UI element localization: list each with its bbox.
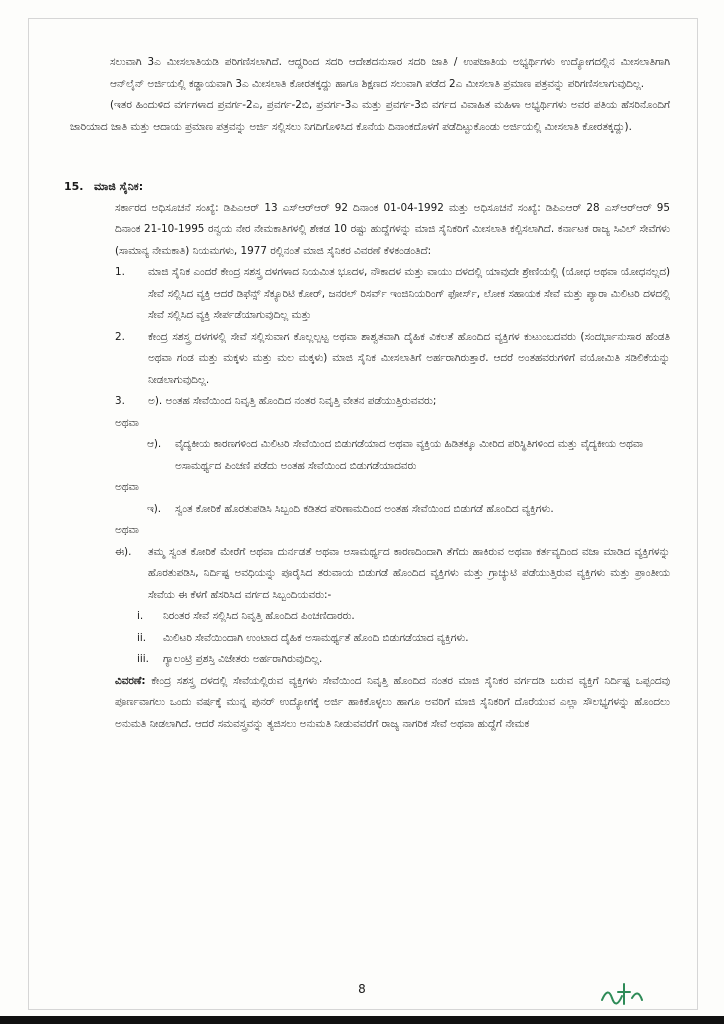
explanation-text: ಕೇಂದ್ರ ಸಶಸ್ತ್ರ ದಳದಲ್ಲಿ ಸೇವೆಯಲ್ಲಿರುವ ವ್ಯಕ್ತಿಗಳು ಸೇವೆಯಿಂದ ನಿವೃತ್ತಿ ಹೊಂದಿದ ನಂತರ ಮಾಜಿ ಸೈನಿಕರ ವರ್ಗದಡಿ ಬರುವ ವ್ಯಕ್ತಿಗೆ ನಿರ್ದಿಷ್ಟ ಒಪ್ಪಂದವು ಪೂರ್ಣವಾಗಲು ಒಂದು ವರ್ಷಕ್ಕೆ ಮುನ್ನ ಪುನರ್ ಉದ್ಯೋಗಕ್ಕೆ ಅರ್ಜಿ ಹಾಕಿಕೊಳ್ಳಲು ಹಾಗೂ ಅವರಿಗೆ ಮಾಜಿ ಸೈನಿಕರಿಗೆ ದೊರೆಯುವ ಎಲ್ಲಾ ಸೌಲಭ್ಯಗಳನ್ನು ಹೊಂದಲು ಅನುಮತಿ ನೀಡಲಾಗಿದೆ. ಆದರೆ ಸಮವಸ್ತ್ರವನ್ನು ತ್ಯಜಿಸಲು ಅನುಮತಿ ನೀಡುವವರೆಗೆ ರಾಜ್ಯ ನಾಗರಿಕ ಸೇವೆ ಅಥವಾ ಹುದ್ದೆಗೆ ನೇಮಕ: [115, 674, 670, 730]
scan-bottom-edge: [0, 1016, 724, 1024]
roman-number: i.: [137, 610, 144, 622]
list-item-1: [115, 262, 670, 327]
page-number: 8: [358, 982, 366, 996]
explanation-paragraph: [115, 671, 670, 736]
roman-item-3: [115, 649, 670, 671]
roman-text: ಮಿಲಿಟರಿ ಸೇವೆಯಿಂದಾಗಿ ಉಂಟಾದ ದೈಹಿಕ ಅಸಾಮರ್ಥ್ಯತೆ ಹೊಂದಿ ಬಿಡುಗಡೆಯಾದ ವ್ಯಕ್ತಿಗಳು.: [163, 631, 469, 644]
list-text: ಕೇಂದ್ರ ಸಶಸ್ತ್ರ ದಳಗಳಲ್ಲಿ ಸೇವೆ ಸಲ್ಲಿಸುವಾಗ ಕೊಲ್ಲಲ್ಪಟ್ಟ ಅಥವಾ ಶಾಶ್ವತವಾಗಿ ದೈಹಿಕ ವಿಕಲತೆ ಹೊಂದಿದ ವ್ಯಕ್ತಿಗಳ ಕುಟುಂಬದವರು (ಸಂದರ್ಭಾನುಸಾರ ಹೆಂಡತಿ ಅಥವಾ ಗಂಡ ಮತ್ತು ಮಕ್ಕಳು ಮತ್ತು ಮಲ ಮಕ್ಕಳು) ಮಾಜಿ ಸೈನಿಕ ಮೀಸಲಾತಿಗೆ ಅರ್ಹರಾಗಿರುತ್ತಾರೆ. ಆದರೆ ಅಂತಹವರುಗಳಿಗೆ ವಯೋಮಿತಿ ಸಡಿಲಿಕೆಯನ್ನು ನೀಡಲಾಗುವುದಿಲ್ಲ.: [148, 330, 670, 386]
or-separator: ಅಥವಾ: [115, 416, 139, 429]
list-item-2: [115, 327, 670, 392]
sub-item-label: ಇ).: [147, 502, 162, 515]
section-heading: [64, 176, 670, 198]
roman-number: ii.: [137, 631, 147, 644]
sub-item-label: ಆ).: [147, 438, 162, 450]
sub-item-text: ತಮ್ಮ ಸ್ವಂತ ಕೋರಿಕೆ ಮೇರೆಗೆ ಅಥವಾ ದುರ್ನಡತೆ ಅಥವಾ ಅಸಾಮರ್ಥ್ಯದ ಕಾರಣದಿಂದಾಗಿ ತೆಗೆದು ಹಾಕಿರುವ ಅಥವಾ ಕರ್ತವ್ಯದಿಂದ ವಜಾ ಮಾಡಿದ ವ್ಯಕ್ತಿಗಳನ್ನು ಹೊರತುಪಡಿಸಿ, ನಿರ್ದಿಷ್ಟ ಅವಧಿಯನ್ನು ಪೂರೈಸಿದ ತರುವಾಯ ಬಿಡುಗಡೆ ಹೊಂದಿದ ವ್ಯಕ್ತಿಗಳು ಮತ್ತು ಗ್ರಾಚ್ಯುಟಿ ಪಡೆಯುತ್ತಿರುವ ವ್ಯಕ್ತಿಗಳು ಮತ್ತು ಪ್ರಾಂತೀಯ ಸೇವೆಯ ಈ ಕೆಳಗೆ ಹೆಸರಿಸಿದ ವರ್ಗದ ಸಿಬ್ಬಂದಿಯವರು:-: [148, 545, 670, 601]
list-number: 2.: [115, 330, 125, 343]
roman-item-2: [115, 628, 670, 650]
list-text: ಅ). ಅಂತಹ ಸೇವೆಯಿಂದ ನಿವೃತ್ತಿ ಹೊಂದಿದ ನಂತರ ನಿವೃತ್ತಿ ವೇತನ ಪಡೆಯುತ್ತಿರುವವರು;: [148, 395, 437, 407]
or-separator: ಅಥವಾ: [115, 524, 139, 536]
sub-item-aa: [115, 434, 670, 477]
or-separator: ಅಥವಾ: [115, 481, 139, 493]
list-number: 3.: [115, 395, 125, 407]
intro-paragraph: ಸಲುವಾಗಿ 3ಎ ಮೀಸಲಾತಿಯಡಿ ಪರಿಗಣಿಸಲಾಗಿದೆ. ಆದ್ದರಿಂದ ಸದರಿ ಆದೇಶದನುಸಾರ ಸದರಿ ಜಾತಿ / ಉಪಜಾತಿಯ ಅಭ್ಯರ್ಥಿಗಳು ಉದ್ಯೋಗದಲ್ಲಿನ ಮೀಸಲಾತಿಗಾಗಿ ಆನ್‌ಲೈನ್ ಅರ್ಜಿಯಲ್ಲಿ ಕಡ್ಡಾಯವಾಗಿ 3ಎ ಮೀಸಲಾತಿ ಕೋರತಕ್ಕದ್ದು ಹಾಗೂ ಶಿಕ್ಷಣದ ಸಲುವಾಗಿ ಪಡೆದ 2ಎ ಮೀಸಲಾತಿ ಪ್ರಮಾಣ ಪತ್ರವನ್ನು ಪರಿಗಣಿಸಲಾಗುವುದಿಲ್ಲ.: [110, 56, 670, 90]
roman-item-1: [115, 606, 670, 628]
sub-item-ii: [115, 542, 670, 607]
sub-item-label: ಈ).: [115, 545, 132, 558]
explanation-label: ವಿವರಣೆ:: [115, 674, 146, 687]
list-text: ಮಾಜಿ ಸೈನಿಕ ಎಂದರೆ ಕೇಂದ್ರ ಸಶಸ್ತ್ರ ದಳಗಳಾದ ನಿಯಮಿತ ಭೂದಳ, ನೌಕಾದಳ ಮತ್ತು ವಾಯು ದಳದಲ್ಲಿ ಯಾವುದೇ ಶ್ರೇಣಿಯಲ್ಲಿ (ಯೋಧ ಅಥವಾ ಯೋಧನಲ್ಲದ) ಸೇವೆ ಸಲ್ಲಿಸಿದ ವ್ಯಕ್ತಿ ಆದರೆ ಡಿಫೆನ್ಸ್ ಸೆಕ್ಯೂರಿಟಿ ಕೋರ್, ಜನರಲ್ ರಿಸರ್ವ್ ಇಂಜಿನಿಯರಿಂಗ್ ಫೋರ್ಸ್, ಲೋಕ ಸಹಾಯಕ ಸೇವೆ ಮತ್ತು ಪ್ಯಾರಾ ಮಿಲಿಟರಿ ದಳದಲ್ಲಿ ಸೇವೆ ಸಲ್ಲಿಸಿದ ವ್ಯಕ್ತಿ ಸೇರ್ಪಡೆಯಾಗುವುದಿಲ್ಲ ಮತ್ತು: [148, 266, 670, 321]
section-body: [70, 198, 670, 736]
roman-number: iii.: [137, 653, 149, 665]
roman-text: ನಿರಂತರ ಸೇವೆ ಸಲ್ಲಿಸಿದ ನಿವೃತ್ತಿ ಹೊಂದಿದ ಪಿಂಚಣಿದಾರರು.: [163, 610, 355, 622]
section-paragraph: ಸರ್ಕಾರದ ಅಧಿಸೂಚನೆ ಸಂಖ್ಯೆ: ಡಿಪಿಎಆರ್ 13 ಎಸ್‌ಆರ್‌ಆರ್ 92 ದಿನಾಂಕ 01-04-1992 ಮತ್ತು ಅಧಿಸೂಚನೆ ಸಂಖ್ಯೆ: ಡಿಪಿಎಆರ್ 28 ಎಸ್‌ಆರ್‌ಆರ್ 95 ದಿನಾಂಕ 21-10-1995 ರನ್ವಯ ನೇರ ನೇಮಕಾತಿಗಳಲ್ಲಿ ಶೇಕಡ 10 ರಷ್ಟು ಹುದ್ದೆಗಳನ್ನು ಮಾಜಿ ಸೈನಿಕರಿಗೆ ಮೀಸಲಾತಿ ಕಲ್ಪಿಸಲಾಗಿದೆ. ಕರ್ನಾಟಕ ರಾಜ್ಯ ಸಿವಿಲ್ ಸೇವೆಗಳು (ಸಾಮಾನ್ಯ ನೇಮಕಾತಿ) ನಿಯಮಗಳು, 1977 ರಲ್ಲಿನಂತೆ ಮಾಜಿ ಸೈನಿಕರ ವಿವರಣೆ ಕೆಳಕಂಡಂತಿದೆ:: [115, 201, 670, 257]
section-title: ಮಾಜಿ ಸೈನಿಕ:: [94, 180, 144, 193]
section-number: 15.: [64, 180, 84, 193]
signature-mark: [598, 978, 648, 1008]
list-number: 1.: [115, 266, 125, 278]
list-item-3: [115, 391, 670, 413]
intro-note-paragraph: (ಇತರ ಹಿಂದುಳಿದ ವರ್ಗಗಳಾದ ಪ್ರವರ್ಗ-2ಎ, ಪ್ರವರ್ಗ-2ಬಿ, ಪ್ರವರ್ಗ-3ಎ ಮತ್ತು ಪ್ರವರ್ಗ-3ಬಿ ವರ್ಗದ ವಿವಾಹಿತ ಮಹಿಳಾ ಅಭ್ಯರ್ಥಿಗಳು ಅವರ ಪತಿಯ ಹೆಸರಿನೊಂದಿಗೆ ಜಾರಿಯಾದ ಜಾತಿ ಮತ್ತು ಆದಾಯ ಪ್ರಮಾಣ ಪತ್ರವನ್ನು ಅರ್ಜಿ ಸಲ್ಲಿಸಲು ನಿಗದಿಗೊಳಿಸಿದ ಕೊನೆಯ ದಿನಾಂಕದೊಳಗೆ ಪಡೆದಿಟ್ಟುಕೊಂಡು ಅರ್ಜಿಯಲ್ಲಿ ಮೀಸಲಾತಿ ಕೋರತಕ್ಕದ್ದು).: [70, 99, 670, 133]
roman-text: ಗ್ಯಾಲಂಟ್ರಿ ಪ್ರಶಸ್ತಿ ವಿಜೇತರು ಅರ್ಹರಾಗಿರುವುದಿಲ್ಲ.: [163, 653, 323, 665]
page-content: [64, 52, 670, 735]
sub-item-text: ವೈದ್ಯಕೀಯ ಕಾರಣಗಳಿಂದ ಮಿಲಿಟರಿ ಸೇವೆಯಿಂದ ಬಿಡುಗಡೆಯಾದ ಅಥವಾ ವ್ಯಕ್ತಿಯ ಹಿಡಿತಕ್ಕೂ ಮೀರಿದ ಪರಿಸ್ಥಿತಿಗಳಿಂದ ಮತ್ತು ವೈದ್ಯಕೀಯ ಅಥವಾ ಅಸಾಮರ್ಥ್ಯದ ಪಿಂಚಣಿ ಪಡೆದು ಅಂತಹ ಸೇವೆಯಿಂದ ಬಿಡುಗಡೆಯಾದವರು: [175, 438, 644, 472]
sub-item-text: ಸ್ವಂತ ಕೋರಿಕೆ ಹೊರತುಪಡಿಸಿ ಸಿಬ್ಬಂದಿ ಕಡಿತದ ಪರಿಣಾಮದಿಂದ ಅಂತಹ ಸೇವೆಯಿಂದ ಬಿಡುಗಡೆ ಹೊಂದಿದ ವ್ಯಕ್ತಿಗಳು.: [175, 502, 554, 515]
sub-item-i: [115, 499, 670, 521]
